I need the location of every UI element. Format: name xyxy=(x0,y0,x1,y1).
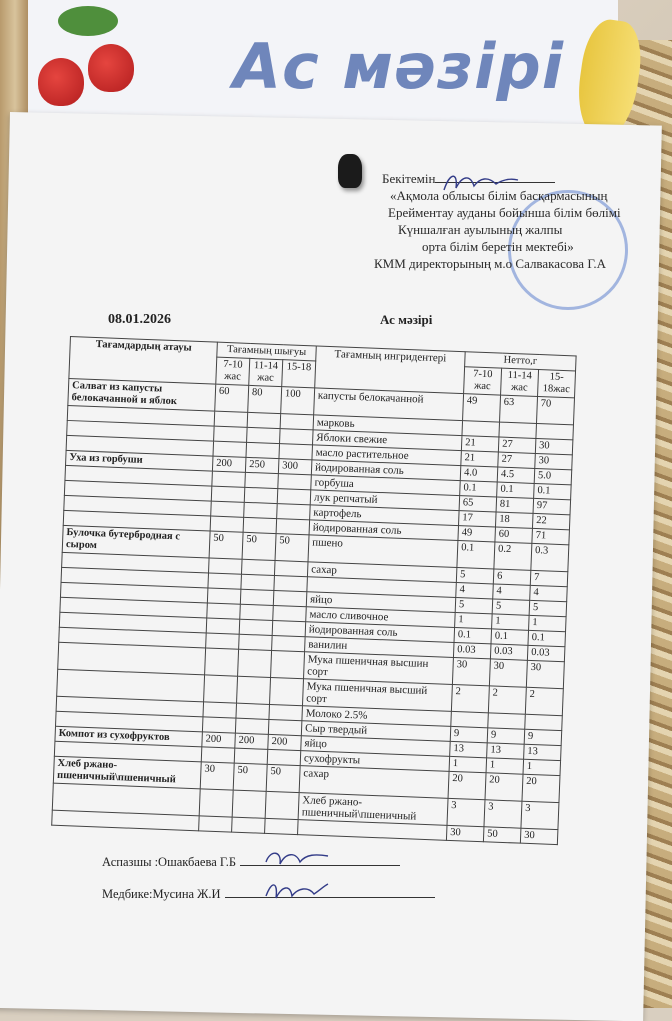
yield-cell xyxy=(273,606,307,622)
yield-cell xyxy=(208,573,242,589)
yield-cell: 200 xyxy=(235,733,269,749)
netto-cell: 60 xyxy=(495,527,533,543)
netto-cell: 30 xyxy=(535,438,573,454)
yield-cell xyxy=(209,558,243,574)
netto-cell: 30 xyxy=(452,657,490,685)
yield-cell xyxy=(211,501,245,517)
netto-cell: 1 xyxy=(492,614,530,630)
yield-cell xyxy=(276,519,310,535)
netto-cell: 1 xyxy=(449,756,487,772)
netto-cell: 18 xyxy=(495,512,533,528)
menu-table xyxy=(51,336,576,845)
netto-cell: 4 xyxy=(530,585,568,601)
yield-cell xyxy=(274,561,308,577)
netto-cell xyxy=(462,421,500,437)
netto-cell xyxy=(499,422,537,438)
pushpin-icon xyxy=(338,154,362,188)
netto-cell xyxy=(536,423,574,439)
yield-cell: 50 xyxy=(266,764,300,792)
netto-cell: 1 xyxy=(455,612,493,628)
netto-cell: 0.1 xyxy=(528,630,566,646)
ingredient-cell: капусты белокачанной xyxy=(314,388,464,421)
ingredient-cell: Яблоки свежие xyxy=(312,430,461,451)
yield-cell xyxy=(246,442,280,458)
yield-cell: 100 xyxy=(281,387,315,415)
netto-cell: 20 xyxy=(448,771,486,799)
approval-line: «Ақмола облысы білім басқармасының xyxy=(390,188,608,203)
netto-cell: 63 xyxy=(500,395,538,423)
netto-cell: 49 xyxy=(463,394,501,422)
yield-cell xyxy=(238,649,272,677)
yield-cell xyxy=(207,603,241,619)
netto-cell: 5.0 xyxy=(534,468,572,484)
yield-cell xyxy=(214,411,248,427)
column-header-ingredients: Тағамның ингридентері xyxy=(315,346,466,394)
dish-cell: Салват из капусты белокачанной и яблок xyxy=(68,378,216,411)
approved-label: Бекітемін xyxy=(382,171,436,186)
ingredient-cell: картофель xyxy=(310,505,459,526)
dish-cell: Компот из сухофруктов xyxy=(55,726,202,747)
yield-cell xyxy=(247,427,281,443)
yield-cell xyxy=(267,749,301,765)
yield-cell xyxy=(243,517,277,533)
yield-cell: 200 xyxy=(202,732,236,748)
table-body xyxy=(52,378,575,844)
netto-cell: 30 xyxy=(520,828,558,844)
age-header: 7-10 жас xyxy=(216,357,250,385)
netto-cell: 2 xyxy=(488,686,526,714)
yield-cell xyxy=(214,426,248,442)
document-date: 08.01.2026 xyxy=(108,312,171,327)
netto-cell: 22 xyxy=(532,513,570,529)
netto-cell: 21 xyxy=(461,451,499,467)
age-header: 11-14 жас xyxy=(249,358,283,386)
yield-cell xyxy=(277,504,311,520)
netto-cell: 1 xyxy=(529,615,567,631)
yield-cell xyxy=(204,675,238,703)
nurse-signoff: Медбике:Мусина Ж.И xyxy=(102,887,221,901)
netto-cell: 4 xyxy=(493,584,531,600)
ingredient-cell: лук репчатый xyxy=(310,490,459,511)
yield-cell xyxy=(207,588,241,604)
ingredient-cell: яйцо xyxy=(306,592,455,613)
netto-cell: 49 xyxy=(458,526,496,542)
netto-cell: 27 xyxy=(498,437,536,453)
yield-cell xyxy=(269,704,303,720)
yield-cell xyxy=(236,703,270,719)
column-header-netto: Нетто,г xyxy=(465,352,576,371)
ingredient-cell: йодированная соль xyxy=(311,460,460,481)
yield-cell: 80 xyxy=(248,385,282,413)
netto-cell: 5 xyxy=(455,598,493,614)
yield-cell xyxy=(273,591,307,607)
yield-cell xyxy=(268,719,302,735)
ingredient-cell: сахар xyxy=(307,562,456,583)
netto-cell: 71 xyxy=(532,528,570,544)
yield-cell xyxy=(270,677,304,705)
netto-cell: 0.1 xyxy=(491,629,529,645)
netto-cell xyxy=(488,713,526,729)
yield-cell xyxy=(239,619,273,635)
yield-cell xyxy=(241,574,275,590)
netto-cell: 3 xyxy=(521,801,559,829)
yield-cell xyxy=(213,441,247,457)
netto-cell: 4.5 xyxy=(497,467,535,483)
netto-cell: 9 xyxy=(487,728,525,744)
yield-cell xyxy=(280,429,314,445)
ingredient-cell: сахар xyxy=(299,766,449,799)
yield-cell: 60 xyxy=(215,384,249,412)
netto-cell: 65 xyxy=(459,496,497,512)
netto-age-header: 7-10 жас xyxy=(464,367,502,395)
netto-cell xyxy=(525,714,563,730)
strawberry-decoration xyxy=(38,58,84,106)
netto-cell: 70 xyxy=(536,396,574,424)
netto-cell: 3 xyxy=(484,800,522,828)
netto-cell: 5 xyxy=(529,600,567,616)
netto-cell: 17 xyxy=(459,511,497,527)
ingredient-cell: йодированная соль xyxy=(305,622,454,643)
yield-cell xyxy=(202,717,236,733)
netto-cell: 0.1 xyxy=(454,627,492,643)
netto-cell: 2 xyxy=(525,687,563,715)
netto-cell: 13 xyxy=(450,741,488,757)
yield-cell xyxy=(247,412,281,428)
yield-cell: 250 xyxy=(245,457,279,473)
approval-line: орта білім беретін мектебі» xyxy=(422,239,574,254)
yield-cell xyxy=(265,818,299,834)
netto-cell: 0.3 xyxy=(531,543,569,571)
yield-cell xyxy=(232,790,266,818)
netto-cell: 13 xyxy=(487,743,525,759)
yield-cell xyxy=(211,486,245,502)
yield-cell xyxy=(240,589,274,605)
ingredient-cell: Мука пшеничная высший сорт xyxy=(302,679,452,712)
yield-cell: 50 xyxy=(275,534,309,562)
ingredient-cell: Молоко 2.5% xyxy=(302,706,451,727)
yield-cell: 200 xyxy=(212,456,246,472)
dish-cell: Хлеб ржано-пшеничный\пшеничный xyxy=(53,756,201,789)
netto-cell: 0.1 xyxy=(460,481,498,497)
netto-cell: 5 xyxy=(456,568,494,584)
yield-cell xyxy=(232,817,266,833)
netto-cell: 2 xyxy=(451,684,489,712)
netto-cell: 0.03 xyxy=(453,642,491,658)
ingredient-cell: Сыр твердый xyxy=(301,721,450,742)
netto-cell: 50 xyxy=(483,827,521,843)
ingredient-cell: йодированная соль xyxy=(309,520,458,541)
yield-cell xyxy=(280,414,314,430)
netto-age-header: 15-18жас xyxy=(538,370,576,398)
netto-cell: 30 xyxy=(535,453,573,469)
document-title: Ас мәзірі xyxy=(380,312,433,327)
approval-line: КММ директорының м.о Салвакасова Г.А xyxy=(374,256,607,271)
yield-cell xyxy=(206,633,240,649)
ingredient-cell: марковь xyxy=(313,415,462,436)
netto-cell: 0.1 xyxy=(457,541,495,569)
yield-cell: 300 xyxy=(278,459,312,475)
netto-cell: 0.03 xyxy=(490,644,528,660)
yield-cell xyxy=(271,650,305,678)
yield-cell xyxy=(203,702,237,718)
ingredient-cell: Хлеб ржано-пшеничный\пшеничный xyxy=(298,793,448,826)
netto-cell: 0.03 xyxy=(527,645,565,661)
netto-cell: 20 xyxy=(485,773,523,801)
ingredient-cell: горбуша xyxy=(311,475,460,496)
netto-cell: 21 xyxy=(461,436,499,452)
netto-cell: 81 xyxy=(496,497,534,513)
netto-cell: 4.0 xyxy=(460,466,498,482)
yield-cell xyxy=(235,718,269,734)
yield-cell xyxy=(201,747,235,763)
yield-cell xyxy=(244,502,278,518)
column-header-yield: Тағамның шығуы xyxy=(217,342,317,361)
strawberry-decoration xyxy=(88,44,134,92)
yield-cell xyxy=(205,648,239,676)
netto-cell: 1 xyxy=(486,758,524,774)
yield-cell xyxy=(240,604,274,620)
yield-cell xyxy=(210,516,244,532)
yield-cell xyxy=(265,791,299,819)
cook-signoff: Аспазшы :Ошакбаева Г.Б xyxy=(102,855,237,869)
yield-cell xyxy=(278,474,312,490)
yield-cell xyxy=(274,576,308,592)
leaf-decoration xyxy=(58,6,118,36)
yield-cell: 50 xyxy=(242,532,276,560)
netto-cell: 1 xyxy=(523,759,561,775)
column-header-dish: Тағамдардың атауы xyxy=(69,337,218,385)
yield-cell xyxy=(272,620,306,636)
netto-cell: 30 xyxy=(446,825,484,841)
netto-cell xyxy=(451,711,489,727)
yield-cell xyxy=(206,618,240,634)
approval-line: Ерейментау ауданы бойынша білім бөлімі xyxy=(388,205,621,220)
netto-cell: 4 xyxy=(456,583,494,599)
approval-line: Күншалған ауылының жалпы xyxy=(398,222,563,237)
yield-cell: 30 xyxy=(200,762,234,790)
netto-cell: 20 xyxy=(522,774,560,802)
yield-cell xyxy=(245,472,279,488)
netto-cell: 27 xyxy=(498,452,536,468)
netto-cell: 30 xyxy=(526,660,564,688)
netto-cell: 6 xyxy=(493,569,531,585)
yield-cell xyxy=(199,816,233,832)
cook-signature xyxy=(262,846,332,872)
ingredient-cell: яйцо xyxy=(301,736,450,757)
yield-cell xyxy=(272,635,306,651)
yield-cell xyxy=(279,444,313,460)
poster-title: Ас мәзірі xyxy=(233,30,564,103)
yield-cell: 50 xyxy=(209,531,243,559)
ingredient-cell: Мука пшеничная высшин сорт xyxy=(304,652,454,685)
age-header: 15-18 xyxy=(282,360,316,388)
ingredient-cell: ванилин xyxy=(305,637,454,658)
dish-cell: Булочка бутербродная с сыром xyxy=(62,525,210,558)
yield-cell: 200 xyxy=(268,734,302,750)
netto-cell: 9 xyxy=(450,726,488,742)
netto-cell: 5 xyxy=(492,599,530,615)
yield-cell xyxy=(277,489,311,505)
netto-cell: 9 xyxy=(524,729,562,745)
ingredient-cell: пшено xyxy=(308,535,458,568)
director-signature xyxy=(440,168,520,198)
netto-cell: 13 xyxy=(524,744,562,760)
ingredient-cell: масло сливочное xyxy=(306,607,455,628)
netto-age-header: 11-14 жас xyxy=(501,368,539,396)
netto-cell: 0.2 xyxy=(494,542,532,570)
ingredient-cell: масло растительное xyxy=(312,445,461,466)
yield-cell xyxy=(244,487,278,503)
nurse-signature xyxy=(262,876,332,906)
netto-cell: 3 xyxy=(447,798,485,826)
netto-cell: 0.1 xyxy=(497,482,535,498)
netto-cell: 30 xyxy=(489,659,527,687)
ingredient-cell: сухофрукты xyxy=(300,751,449,772)
yield-cell xyxy=(234,748,268,764)
yield-cell xyxy=(239,634,273,650)
yield-cell: 50 xyxy=(233,763,267,791)
dish-cell: Уха из горбуши xyxy=(66,450,213,471)
yield-cell xyxy=(241,559,275,575)
netto-cell: 97 xyxy=(533,498,571,514)
yield-cell xyxy=(237,676,271,704)
netto-cell: 0.1 xyxy=(534,483,572,499)
yield-cell xyxy=(199,789,233,817)
netto-cell: 7 xyxy=(530,570,568,586)
yield-cell xyxy=(212,471,246,487)
